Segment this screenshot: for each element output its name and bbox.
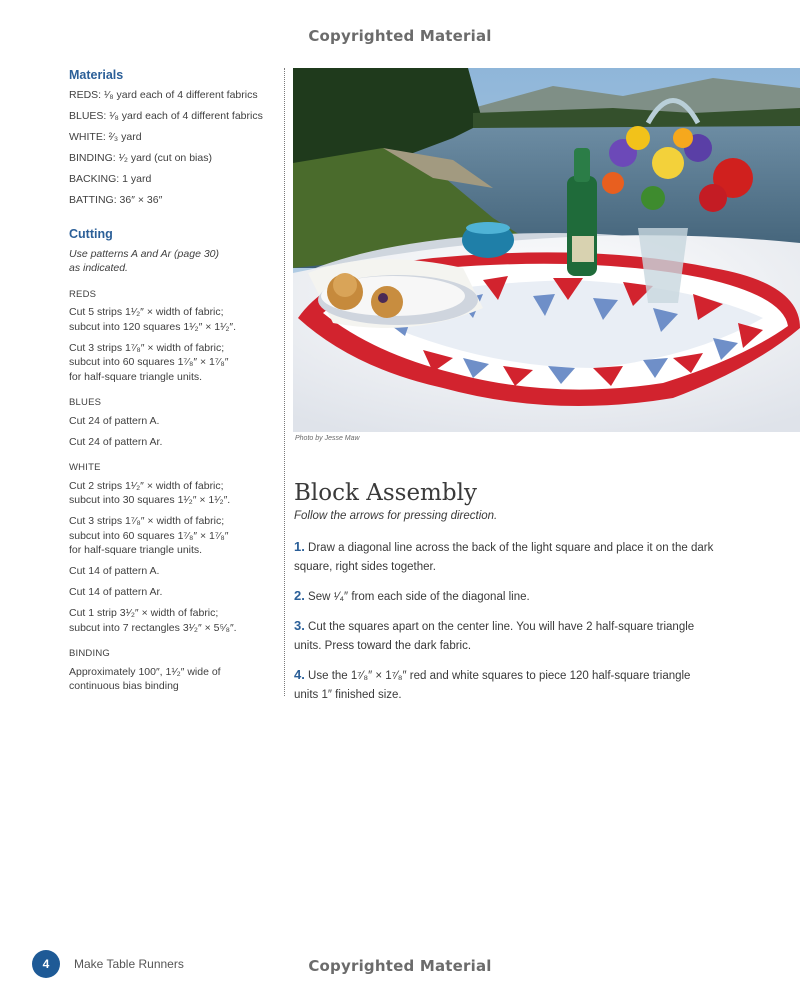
- cutting-item: Cut 24 of pattern Ar.: [69, 435, 163, 448]
- step-number: 4.: [294, 667, 305, 682]
- assembly-step: [294, 616, 734, 656]
- cutting-group-heading: BINDING: [69, 648, 110, 659]
- cutting-note: Use patterns A and Ar (page 30) as indicated.: [69, 247, 219, 274]
- cutting-group-heading: BLUES: [69, 397, 102, 408]
- cutting-group-binding: [69, 647, 279, 694]
- cutting-item: Cut 24 of pattern A.: [69, 414, 160, 427]
- photo-credit: Photo by Jesse Maw: [295, 435, 360, 442]
- step-number: 3.: [294, 618, 305, 633]
- cutting-group-reds: [69, 288, 279, 385]
- assembly-step: [294, 537, 734, 577]
- step-text: Use the 1⁷⁄₈″ × 1⁷⁄₈″ red and white squares to piece 120 half-square triangle units 1″ finished size.: [294, 670, 691, 701]
- material-item: BACKING: 1 yard: [69, 173, 152, 185]
- copyright-watermark-top: Copyrighted Material: [308, 27, 492, 45]
- step-number: 1.: [294, 539, 305, 554]
- step-text: Sew ¹⁄₄″ from each side of the diagonal line.: [308, 591, 530, 603]
- cutting-item: Cut 14 of pattern Ar.: [69, 586, 163, 598]
- assembly-step: [294, 586, 734, 607]
- cutting-group-blues: [69, 396, 279, 449]
- cutting-item: Approximately 100″, 1¹⁄₂″ wide of continuous bias binding: [69, 665, 221, 692]
- step-number: 2.: [294, 588, 305, 603]
- page-number-badge: 4: [32, 950, 60, 978]
- cutting-group-white: [69, 461, 279, 635]
- copyright-watermark-bottom: Copyrighted Material: [308, 957, 492, 975]
- materials-list: [69, 88, 279, 208]
- materials-cutting-column: [69, 67, 279, 700]
- cutting-item: Cut 1 strip 3¹⁄₂″ × width of fabric; subcut into 7 rectangles 3¹⁄₂″ × 5⁵⁄₈″.: [69, 607, 237, 634]
- cutting-group-heading: REDS: [69, 288, 97, 300]
- cutting-item: Cut 2 strips 1¹⁄₂″ × width of fabric; subcut into 30 squares 1¹⁄₂″ × 1¹⁄₂″.: [69, 479, 231, 506]
- materials-heading: Materials: [69, 68, 124, 82]
- cutting-heading: Cutting: [69, 226, 113, 241]
- step-text: Draw a diagonal line across the back of the light square and place it on the dark square, right sides together.: [294, 542, 714, 573]
- material-item: WHITE: ²⁄₃ yard: [69, 131, 142, 143]
- book-title-footer: Make Table Runners: [74, 957, 184, 971]
- step-text: Cut the squares apart on the center line. You will have 2 half-square triangle units. Press toward the dark fabric.: [294, 621, 695, 652]
- cutting-item: Cut 14 of pattern A.: [69, 565, 160, 577]
- material-item: REDS: ¹⁄₈ yard each of 4 different fabrics: [69, 89, 258, 101]
- material-item: BATTING: 36″ × 36″: [69, 194, 163, 206]
- material-item: BINDING: ¹⁄₂ yard (cut on bias): [69, 152, 212, 164]
- cutting-item: Cut 3 strips 1⁷⁄₈″ × width of fabric; subcut into 60 squares 1⁷⁄₈″ × 1⁷⁄₈″ for half-square triangle units.: [69, 341, 229, 383]
- column-divider: [284, 68, 285, 696]
- cutting-item: Cut 5 strips 1¹⁄₂″ × width of fabric; subcut into 120 squares 1¹⁄₂″ × 1¹⁄₂″.: [69, 306, 237, 333]
- material-item: BLUES: ¹⁄₈ yard each of 4 different fabrics: [69, 110, 263, 122]
- assembly-step: [294, 665, 734, 705]
- cutting-group-heading: WHITE: [69, 462, 101, 473]
- block-assembly-subtitle: Follow the arrows for pressing direction.: [294, 510, 498, 522]
- cutting-item: Cut 3 strips 1⁷⁄₈″ × width of fabric; subcut into 60 squares 1⁷⁄₈″ × 1⁷⁄₈″ for half-square triangle units.: [69, 515, 229, 556]
- block-assembly-heading: Block Assembly: [294, 480, 477, 506]
- table-runner-photo: [293, 68, 800, 432]
- assembly-steps: [294, 537, 734, 714]
